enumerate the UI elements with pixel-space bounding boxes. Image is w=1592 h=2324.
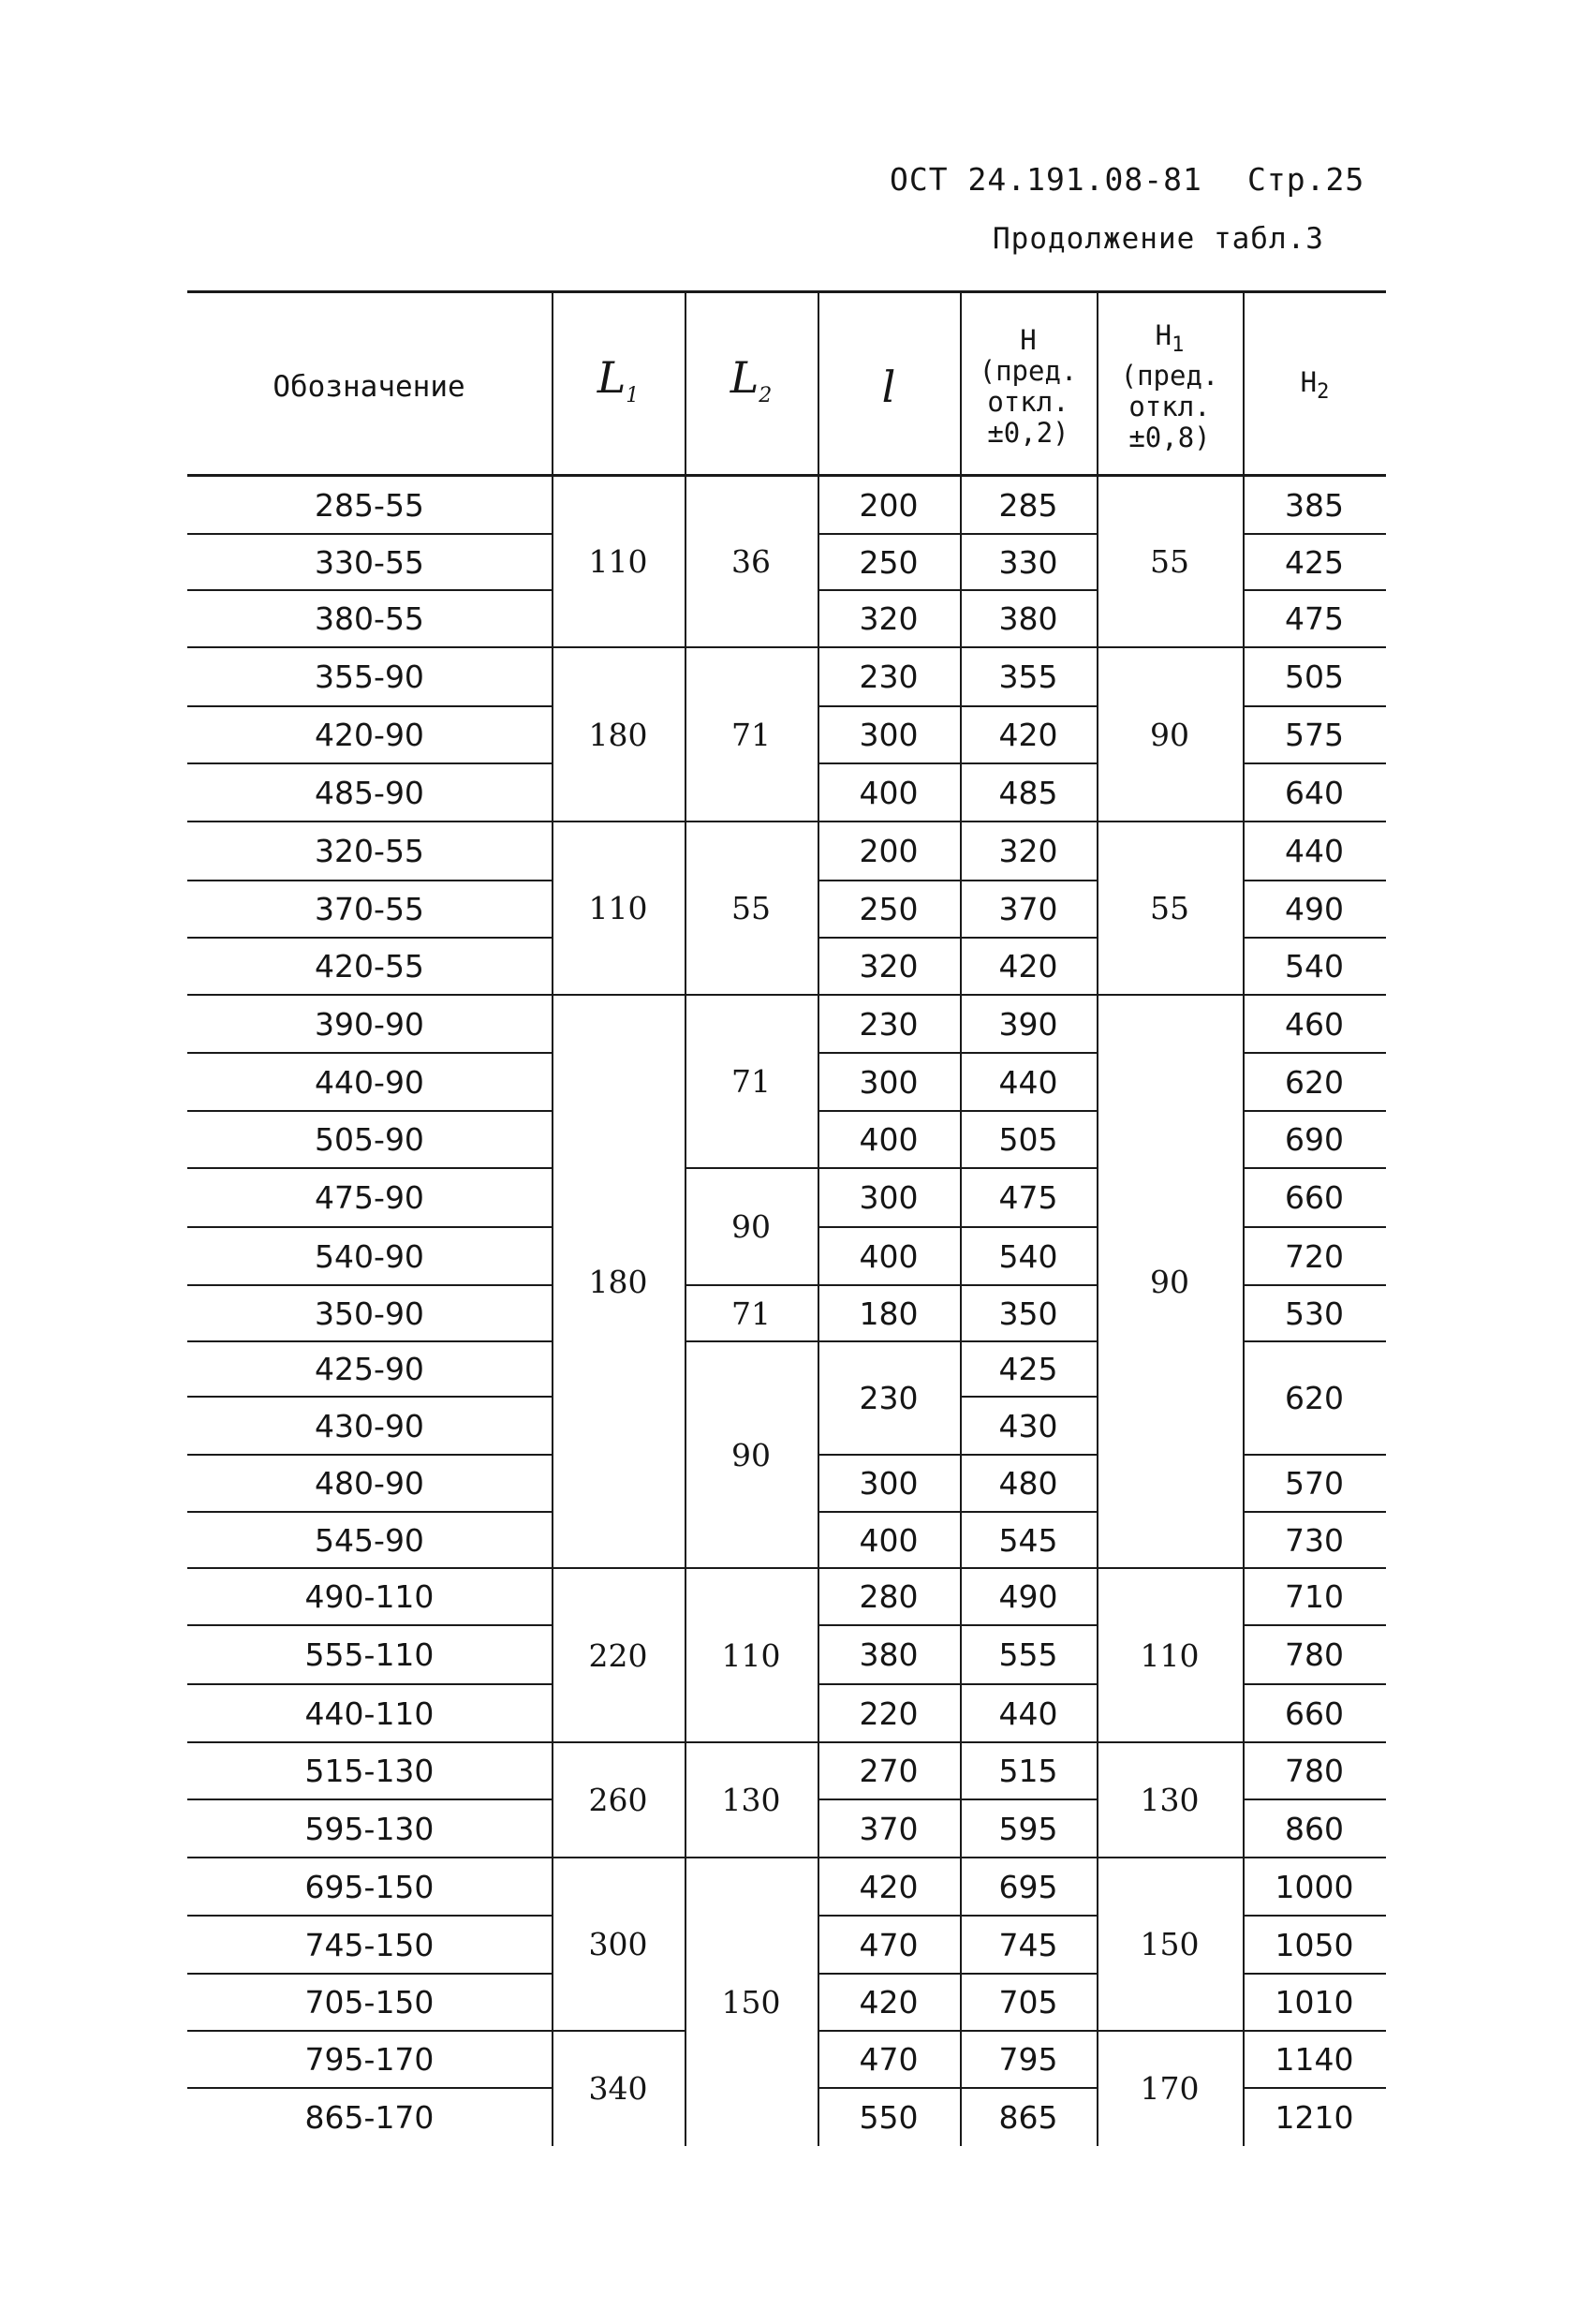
h2-cell: 570	[1285, 1465, 1344, 1502]
designation-cell: 865-170	[304, 2098, 435, 2136]
designation-cell: 380-55	[315, 600, 424, 637]
h-cell: 390	[998, 1005, 1058, 1043]
h2-cell: 530	[1285, 1295, 1344, 1332]
designation-cell: 545-90	[315, 1521, 424, 1559]
h-cell: 695	[998, 1868, 1058, 1905]
l-cell: 300	[859, 1465, 919, 1502]
l-cell: 550	[859, 2098, 919, 2136]
h-cell: 540	[998, 1237, 1058, 1275]
l-cell: 300	[859, 1063, 919, 1101]
l-cell: 400	[859, 1237, 919, 1275]
h-cell: 330	[998, 543, 1058, 581]
l-cell: 400	[859, 1521, 919, 1559]
h2-cell: 860	[1285, 1810, 1344, 1847]
l-cell: 470	[859, 1926, 919, 1963]
h2-cell: 1210	[1275, 2098, 1354, 2136]
l-cell: 470	[859, 2041, 919, 2078]
h2-cell: 1010	[1275, 1984, 1354, 2021]
designation-cell: 515-130	[304, 1753, 435, 1789]
designation-cell: 505-90	[315, 1121, 424, 1158]
h-cell: 320	[998, 833, 1058, 869]
h-cell: 420	[998, 717, 1058, 753]
h-cell: 430	[998, 1407, 1058, 1444]
h-cell: 380	[998, 600, 1058, 637]
column-header-l1: $L_1$	[597, 351, 640, 408]
l-cell: 370	[859, 1810, 919, 1847]
designation-cell: 555-110	[304, 1636, 435, 1673]
l1-merged-cell: 180	[588, 1263, 648, 1300]
h2-cell: 460	[1285, 1005, 1344, 1043]
designation-cell: 475-90	[315, 1179, 424, 1216]
l-cell: 220	[859, 1695, 919, 1732]
h2-cell: 730	[1285, 1521, 1344, 1559]
l1-merged-cell: 110	[588, 543, 648, 580]
l1-merged-cell: 110	[588, 890, 648, 926]
h2-cell: 425	[1285, 543, 1344, 581]
l-cell: 400	[859, 1121, 919, 1158]
designation-cell: 420-55	[315, 948, 424, 984]
l2-merged-cell: 90	[731, 1208, 771, 1245]
designation-cell: 285-55	[315, 486, 424, 524]
h2-cell: 1140	[1275, 2041, 1354, 2078]
designation-cell: 440-90	[315, 1063, 424, 1101]
l2-merged-cell: 71	[731, 716, 771, 753]
column-header-l: l	[881, 361, 896, 412]
page-number: Стр.25	[1247, 161, 1365, 198]
l1-merged-cell: 260	[588, 1782, 648, 1818]
h2-merged-cell: 620	[1285, 1380, 1344, 1416]
h-cell: 505	[998, 1121, 1058, 1158]
designation-cell: 320-55	[315, 833, 424, 869]
h2-cell: 640	[1285, 774, 1344, 811]
h2-cell: 440	[1285, 833, 1344, 869]
designation-cell: 480-90	[315, 1465, 424, 1502]
h1-merged-cell: 150	[1140, 1926, 1200, 1962]
h-cell: 490	[998, 1578, 1058, 1615]
designation-cell: 795-170	[304, 2041, 435, 2078]
h-cell: 425	[998, 1351, 1058, 1387]
h-cell: 745	[998, 1926, 1058, 1963]
h2-cell: 690	[1285, 1121, 1344, 1158]
h1-merged-cell: 90	[1150, 1263, 1189, 1300]
l-cell: 380	[859, 1636, 919, 1673]
h-cell: 595	[998, 1810, 1058, 1847]
designation-cell: 390-90	[315, 1005, 424, 1043]
designation-cell: 745-150	[304, 1926, 435, 1963]
l-cell: 400	[859, 774, 919, 811]
h-cell: 420	[998, 948, 1058, 984]
h-cell: 705	[998, 1984, 1058, 2021]
h2-cell: 720	[1285, 1237, 1344, 1275]
l-cell: 320	[859, 600, 919, 637]
h2-cell: 710	[1285, 1578, 1344, 1615]
l-cell: 200	[859, 833, 919, 869]
h1-merged-cell: 130	[1140, 1782, 1200, 1818]
designation-cell: 350-90	[315, 1295, 424, 1332]
l-cell: 420	[859, 1868, 919, 1905]
column-header-designation: Обозначение	[273, 369, 465, 404]
h2-cell: 780	[1285, 1636, 1344, 1673]
l-cell: 250	[859, 891, 919, 927]
h2-cell: 780	[1285, 1753, 1344, 1789]
h-cell: 515	[998, 1753, 1058, 1789]
h2-cell: 505	[1285, 659, 1344, 695]
h1-merged-cell: 90	[1150, 716, 1189, 753]
designation-cell: 440-110	[304, 1695, 435, 1732]
l1-merged-cell: 220	[588, 1636, 648, 1674]
designation-cell: 425-90	[315, 1351, 424, 1387]
h-cell: 475	[998, 1179, 1058, 1216]
h2-cell: 475	[1285, 600, 1344, 637]
h1-merged-cell: 110	[1140, 1636, 1200, 1674]
h2-cell: 385	[1285, 486, 1344, 524]
table-top-rule	[187, 290, 1386, 293]
l1-merged-cell: 340	[588, 2070, 648, 2107]
l-cell: 300	[859, 717, 919, 753]
designation-cell: 540-90	[315, 1237, 424, 1275]
designation-cell: 485-90	[315, 774, 424, 811]
h-cell: 355	[998, 659, 1058, 695]
l-cell: 320	[859, 948, 919, 984]
h-cell: 795	[998, 2041, 1058, 2078]
column-header-l2: $L_2$	[730, 351, 773, 408]
h-cell: 370	[998, 891, 1058, 927]
l-cell: 300	[859, 1179, 919, 1216]
l-merged-cell: 230	[859, 1380, 919, 1416]
h2-cell: 620	[1285, 1063, 1344, 1101]
document-code: ОСТ 24.191.08-81	[890, 161, 1202, 198]
l2-merged-cell: 130	[721, 1782, 781, 1818]
h-cell: 545	[998, 1521, 1058, 1559]
designation-cell: 330-55	[315, 543, 424, 581]
h2-cell: 1050	[1275, 1926, 1354, 1963]
h-cell: 440	[998, 1063, 1058, 1101]
l2-merged-cell: 150	[721, 1983, 781, 2021]
designation-cell: 370-55	[315, 891, 424, 927]
h2-cell: 575	[1285, 717, 1344, 753]
l2-merged-cell: 110	[721, 1636, 781, 1674]
designation-cell: 695-150	[304, 1868, 435, 1905]
l-cell: 230	[859, 1005, 919, 1043]
h-cell: 865	[998, 2098, 1058, 2136]
l-cell: 180	[859, 1295, 919, 1332]
l-cell: 200	[859, 486, 919, 524]
h-cell: 485	[998, 774, 1058, 811]
h-cell: 480	[998, 1465, 1058, 1502]
column-header-h: Н (пред. откл. ±0,2)	[979, 324, 1078, 449]
h-cell: 350	[998, 1295, 1058, 1332]
designation-cell: 490-110	[304, 1578, 435, 1615]
l2-merged-cell: 90	[731, 1436, 771, 1473]
l-cell: 250	[859, 543, 919, 581]
h2-cell: 490	[1285, 891, 1344, 927]
h-cell: 285	[998, 486, 1058, 524]
h1-merged-cell: 55	[1150, 890, 1189, 926]
h2-cell: 540	[1285, 948, 1344, 984]
l-cell: 280	[859, 1578, 919, 1615]
h1-merged-cell: 170	[1140, 2070, 1200, 2107]
h2-cell: 1000	[1275, 1868, 1354, 1905]
l1-merged-cell: 300	[588, 1926, 648, 1962]
l1-merged-cell: 180	[588, 716, 648, 753]
l-cell: 270	[859, 1753, 919, 1789]
designation-cell: 420-90	[315, 717, 424, 753]
h2-cell: 660	[1285, 1179, 1344, 1216]
column-header-h2: $Н_2$	[1300, 365, 1330, 404]
l-cell: 420	[859, 1984, 919, 2021]
l2-merged-cell: 71	[731, 1063, 771, 1100]
h-cell: 555	[998, 1636, 1058, 1673]
l2-merged-cell: 55	[731, 890, 771, 926]
h2-cell: 660	[1285, 1695, 1344, 1732]
designation-cell: 430-90	[315, 1407, 424, 1444]
h-cell: 440	[998, 1695, 1058, 1732]
designation-cell: 355-90	[315, 659, 424, 695]
h1-merged-cell: 55	[1150, 543, 1189, 580]
l-cell: 230	[859, 659, 919, 695]
l2-merged-cell: 71	[731, 1295, 771, 1332]
column-header-h1: $Н_1$ (пред. откл. ±0,8)	[1120, 319, 1219, 453]
designation-cell: 595-130	[304, 1810, 435, 1847]
table-continuation-label: Продолжение табл.3	[993, 222, 1324, 256]
l2-merged-cell: 36	[731, 543, 771, 580]
designation-cell: 705-150	[304, 1984, 435, 2021]
